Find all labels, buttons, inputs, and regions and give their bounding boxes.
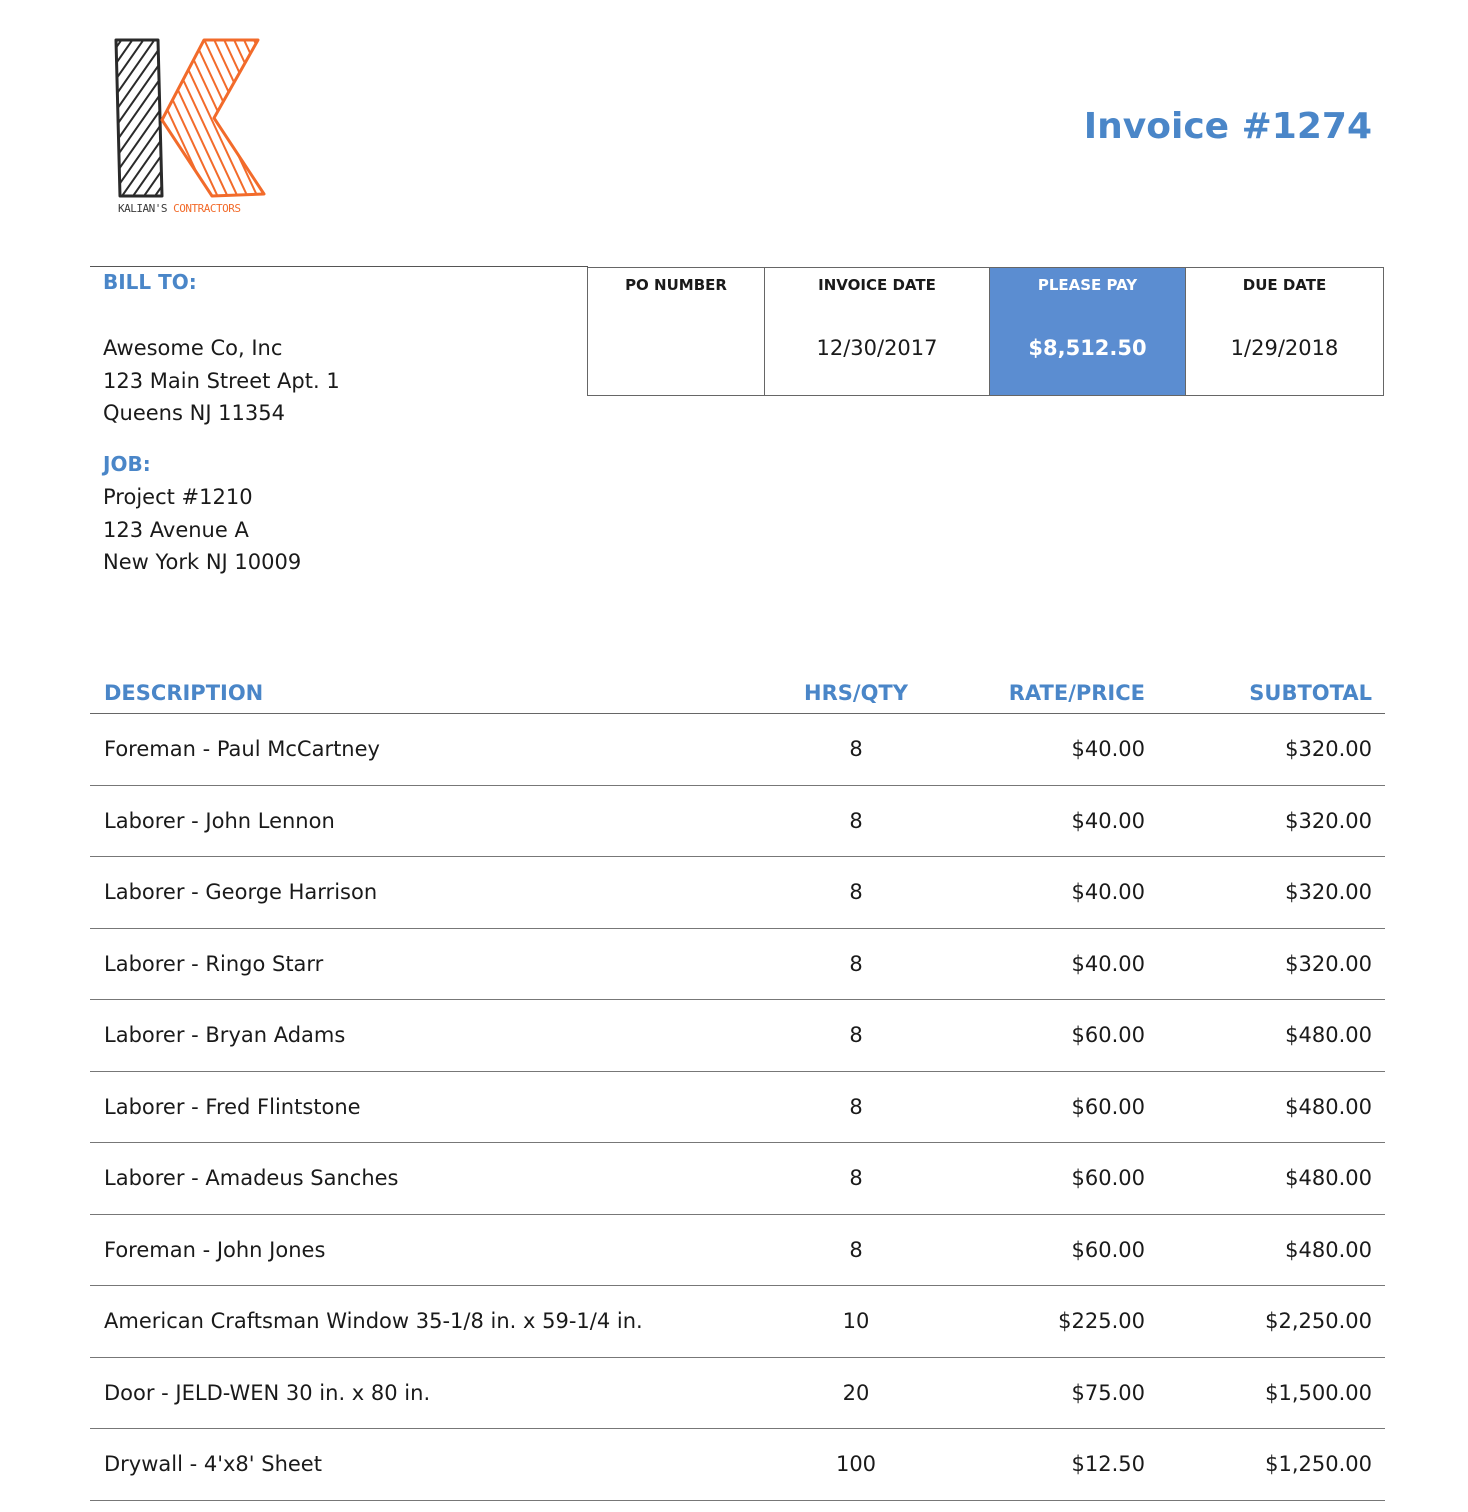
item-subtotal: $320.00 [1285,880,1372,904]
due-date-value: 1/29/2018 [1230,336,1339,360]
item-description: Laborer - Fred Flintstone [104,1094,361,1119]
table-row [90,1358,1385,1430]
item-rate: $225.00 [1058,1309,1145,1333]
item-qty: 20 [842,1380,870,1405]
item-qty: 10 [842,1309,870,1333]
item-description: Door - JELD-WEN 30 in. x 80 in. [104,1380,431,1405]
company-logo [112,36,272,222]
line-items-table [90,678,1385,1501]
item-qty: 8 [849,808,863,833]
item-qty: 100 [835,1452,877,1476]
item-description: American Craftsman Window 35-1/8 in. x 59-1/4 in. [104,1309,643,1333]
item-description: Laborer - George Harrison [104,880,378,904]
invoice-title: Invoice #1274 [1083,106,1372,147]
item-qty: 8 [849,951,863,976]
please-pay-label: PLEASE PAY [1037,276,1138,294]
subtotal-header: SUBTOTAL [1249,681,1372,705]
item-subtotal: $480.00 [1285,1023,1372,1047]
table-row [90,714,1385,786]
item-subtotal: $480.00 [1285,1166,1372,1190]
po-number-cell [588,268,765,395]
bill-to-line: Awesome Co, Inc [103,336,283,360]
table-row [90,857,1385,929]
item-description: Laborer - John Lennon [104,808,335,833]
item-description: Foreman - John Jones [104,1237,326,1262]
item-description: Laborer - Bryan Adams [104,1023,346,1047]
item-rate: $40.00 [1071,951,1145,976]
item-qty: 8 [849,1023,863,1047]
rate-header: RATE/PRICE [1008,681,1145,705]
item-rate: $60.00 [1071,1094,1145,1119]
table-row [90,1143,1385,1215]
item-subtotal: $320.00 [1285,951,1372,976]
item-qty: 8 [849,1094,863,1119]
bill-to-line: 123 Main Street Apt. 1 [103,368,340,393]
logo-caption [118,202,240,215]
item-rate: $60.00 [1071,1237,1145,1262]
item-rate: $60.00 [1071,1023,1145,1047]
job-label: JOB: [103,452,151,476]
item-description: Laborer - Amadeus Sanches [104,1166,399,1190]
invoice-date-label: INVOICE DATE [818,276,936,294]
bill-to-address [103,332,340,430]
due-date-cell [1186,268,1383,395]
item-rate: $60.00 [1071,1166,1145,1190]
item-rate: $75.00 [1071,1380,1145,1405]
item-description: Drywall - 4'x8' Sheet [104,1452,322,1476]
table-row [90,1429,1385,1501]
table-row [90,1286,1385,1358]
description-header: DESCRIPTION [104,681,264,705]
item-rate: $40.00 [1071,737,1145,761]
invoice-date-value: 12/30/2017 [816,336,938,360]
bill-to-divider [90,266,588,267]
item-subtotal: $1,500.00 [1265,1380,1372,1405]
logo-caption-trade: CONTRACTORS [173,202,241,215]
invoice-date-cell [765,268,990,395]
due-date-label: DUE DATE [1242,276,1327,294]
item-qty: 8 [849,1237,863,1262]
item-qty: 8 [849,737,863,761]
job-line: 123 Avenue A [103,517,249,542]
item-rate: $40.00 [1071,808,1145,833]
table-row [90,1215,1385,1287]
bill-to-label: BILL TO: [103,270,197,294]
item-subtotal: $480.00 [1285,1237,1372,1262]
item-subtotal: $320.00 [1285,737,1372,761]
invoice-meta-box [587,267,1384,396]
po-number-label: PO NUMBER [625,276,727,294]
item-subtotal: $320.00 [1285,808,1372,833]
job-line: Project #1210 [103,485,253,509]
item-subtotal: $1,250.00 [1265,1452,1372,1476]
please-pay-cell [990,268,1186,395]
table-row [90,786,1385,858]
item-subtotal: $2,250.00 [1265,1309,1372,1333]
bill-to-line: Queens NJ 11354 [103,401,285,425]
table-row [90,1000,1385,1072]
logo-caption-name: KALIAN'S [118,202,167,215]
item-description: Foreman - Paul McCartney [104,737,380,761]
table-row [90,929,1385,1001]
item-rate: $40.00 [1071,880,1145,904]
table-row [90,1072,1385,1144]
item-qty: 8 [849,880,863,904]
item-rate: $12.50 [1071,1452,1145,1476]
job-line: New York NJ 10009 [103,550,302,574]
item-description: Laborer - Ringo Starr [104,951,324,976]
qty-header: HRS/QTY [804,681,908,705]
job-address [103,481,301,579]
please-pay-amount: $8,512.50 [1028,336,1147,360]
line-items-header [90,678,1385,714]
item-subtotal: $480.00 [1285,1094,1372,1119]
item-qty: 8 [849,1166,863,1190]
